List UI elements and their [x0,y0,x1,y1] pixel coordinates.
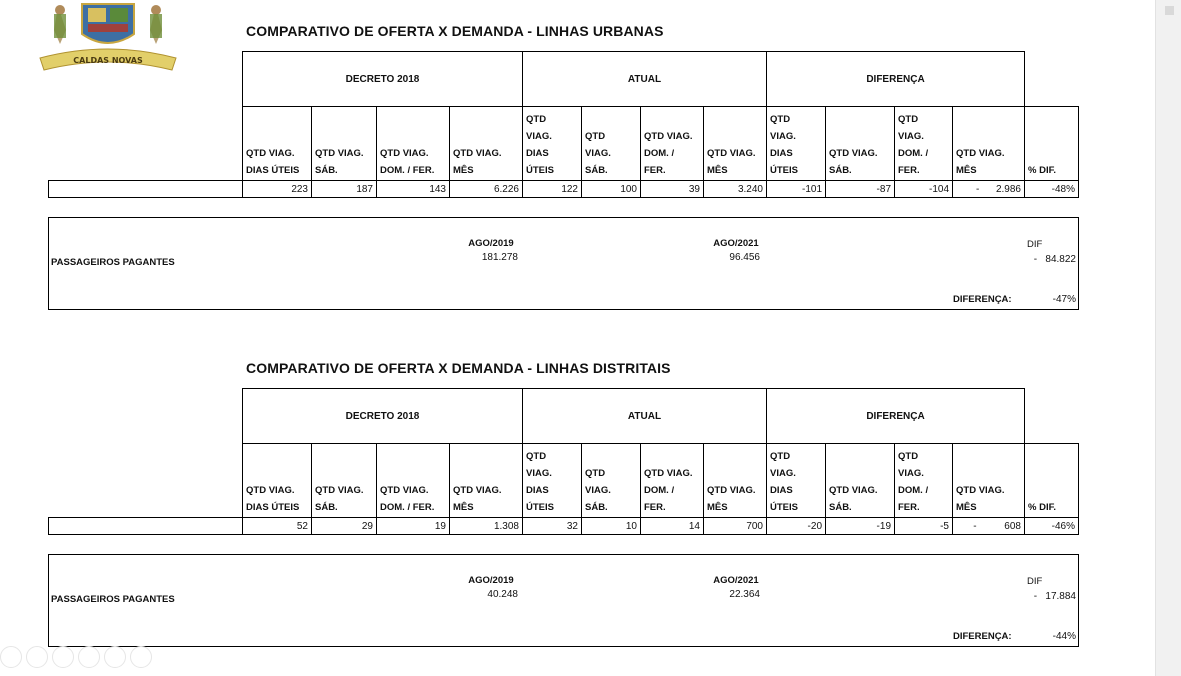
column-header: QTD VIAG. MÊS [449,106,523,181]
period-2021-header: AGO/2021 [713,575,759,586]
table-cell: 187 [311,180,377,198]
control-circle-icon[interactable] [78,646,100,668]
scroll-thumb[interactable] [1165,6,1174,15]
section-title: COMPARATIVO DE OFERTA X DEMANDA - LINHAS DISTRITAIS [246,360,671,376]
control-circle-icon[interactable] [0,646,22,668]
table-cell: 143 [376,180,450,198]
table-cell: 3.240 [703,180,767,198]
table-cell: - 608 [952,517,1025,535]
column-header: QTD VIAG. DIAS ÚTEIS [522,106,582,181]
table-cell: 52 [242,517,312,535]
control-circle-icon[interactable] [52,646,74,668]
dif-value: - 84.822 [1033,254,1076,265]
table-cell: 122 [522,180,582,198]
period-2021-value: 22.364 [729,589,760,600]
column-header: QTD VIAG. DOM. / FER. [376,443,450,518]
column-header: QTD VIAG. SÁB. [825,443,895,518]
period-2021-header: AGO/2021 [713,238,759,249]
column-header: QTD VIAG. DOM. / FER. [376,106,450,181]
control-circle-icon[interactable] [26,646,48,668]
coat-of-arms-logo [38,0,178,74]
table-cell: 10 [581,517,641,535]
column-header: QTD VIAG. DOM. / FER. [640,106,704,181]
table-cell: -20 [766,517,826,535]
period-2019-value: 40.248 [487,589,518,600]
dif-value: - 17.884 [1033,591,1076,602]
table-cell: - 2.986 [952,180,1025,198]
group-header: DECRETO 2018 [242,388,523,444]
row-label-line [48,180,243,198]
table-cell: -5 [894,517,953,535]
control-circle-icon[interactable] [130,646,152,668]
difference-label: DIFERENÇA: [953,294,1012,305]
dif-header: DIF [1027,576,1043,587]
column-header: QTD VIAG. SÁB. [825,106,895,181]
column-header: QTD VIAG. DOM. / FER. [894,106,953,181]
passengers-box [48,217,1079,310]
column-header: QTD VIAG. DOM. / FER. [640,443,704,518]
period-2019-header: AGO/2019 [468,238,514,249]
column-header: QTD VIAG. DIAS ÚTEIS [242,106,312,181]
column-header: QTD VIAG. MÊS [449,443,523,518]
dif-header: DIF [1027,239,1043,250]
section-title: COMPARATIVO DE OFERTA X DEMANDA - LINHAS URBANAS [246,23,664,39]
table-cell: 19 [376,517,450,535]
column-header: QTD VIAG. SÁB. [581,106,641,181]
table-cell: 14 [640,517,704,535]
table-cell: 39 [640,180,704,198]
passengers-label: PASSAGEIROS PAGANTES [51,594,175,605]
period-2019-value: 181.278 [481,252,518,263]
table-cell: 6.226 [449,180,523,198]
group-header: DIFERENÇA [766,388,1025,444]
media-controls [0,646,152,668]
column-header: QTD VIAG. DIAS ÚTEIS [766,106,826,181]
difference-label: DIFERENÇA: [953,631,1012,642]
column-header: QTD VIAG. MÊS [952,106,1025,181]
column-header: QTD VIAG. MÊS [703,106,767,181]
column-header: QTD VIAG. MÊS [952,443,1025,518]
difference-value: -47% [1052,294,1076,305]
period-2019-header: AGO/2019 [468,575,514,586]
control-circle-icon[interactable] [104,646,126,668]
side-scrollbar[interactable] [1155,0,1181,676]
passengers-box [48,554,1079,647]
table-cell: 700 [703,517,767,535]
table-cell: 32 [522,517,582,535]
column-header: QTD VIAG. DOM. / FER. [894,443,953,518]
column-header: QTD VIAG. SÁB. [311,106,377,181]
row-label-line [48,517,243,535]
group-header: DIFERENÇA [766,51,1025,107]
group-header: ATUAL [522,388,767,444]
table-cell: -48% [1024,180,1079,198]
column-header: QTD VIAG. SÁB. [581,443,641,518]
column-header: QTD VIAG. MÊS [703,443,767,518]
table-cell: -19 [825,517,895,535]
group-header: ATUAL [522,51,767,107]
passengers-label: PASSAGEIROS PAGANTES [51,257,175,268]
column-header: QTD VIAG. DIAS ÚTEIS [766,443,826,518]
table-cell: 1.308 [449,517,523,535]
svg-text:CALDAS NOVAS: CALDAS NOVAS [73,56,143,65]
table-cell: -104 [894,180,953,198]
table-cell: 223 [242,180,312,198]
column-header: QTD VIAG. DIAS ÚTEIS [242,443,312,518]
group-header: DECRETO 2018 [242,51,523,107]
column-header: QTD VIAG. SÁB. [311,443,377,518]
column-header: QTD VIAG. DIAS ÚTEIS [522,443,582,518]
table-cell: -101 [766,180,826,198]
table-cell: 29 [311,517,377,535]
column-header: % DIF. [1024,106,1079,181]
table-cell: -87 [825,180,895,198]
period-2021-value: 96.456 [729,252,760,263]
difference-value: -44% [1052,631,1076,642]
table-cell: 100 [581,180,641,198]
column-header: % DIF. [1024,443,1079,518]
table-cell: -46% [1024,517,1079,535]
